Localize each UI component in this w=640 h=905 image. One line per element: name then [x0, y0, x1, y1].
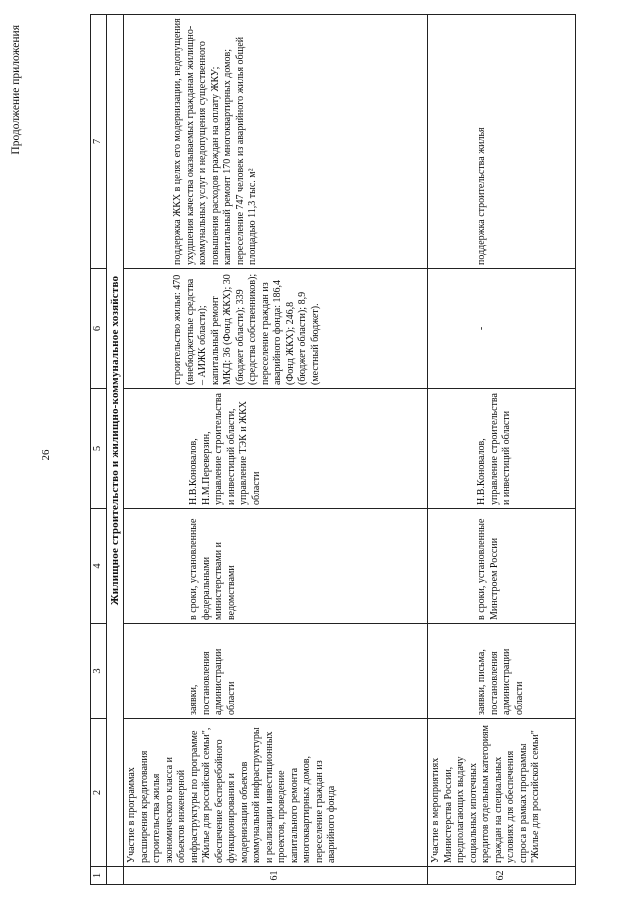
column-header: 2: [91, 719, 107, 867]
section-title: Жилищное строительство и жилищно-коммунальное хозяйство: [106, 15, 124, 867]
table-row: [124, 15, 428, 885]
column-number-row: [91, 15, 107, 885]
measure-cell: Участие в программах расширения кредитования строительства жилья экономического класса и объектов инженерной инфраструктуры по программе "Жилье для российской семьи", обеспечение бесперебойного функционирования и модернизации объектов коммунальной инфраструктуры и реализации инвестиционных проектов, проведение капитального ремонта многоквартирных домов, переселение граждан из аварийного фонда: [124, 719, 428, 867]
row-number: 62: [428, 867, 576, 885]
column-header: 5: [91, 389, 107, 509]
result-cell: поддержка строительства жилья: [428, 15, 576, 269]
section-row: [106, 15, 124, 885]
table-row: [428, 15, 576, 885]
page-number: 26: [40, 449, 52, 461]
column-header: 1: [91, 867, 107, 885]
responsible-cell: Н.В.Коновалов, Н.М.Переверзин, управление строительства и инвестиций области, управление ТЭК и ЖКХ области: [124, 389, 428, 509]
deadline-cell: в сроки, установленные федеральными министерствами и ведомствами: [124, 509, 428, 624]
mechanism-cell: заявки, постановления администрации области: [124, 624, 428, 719]
column-header: 3: [91, 624, 107, 719]
column-header: 6: [91, 269, 107, 389]
column-header: 7: [91, 15, 107, 269]
row-number: 61: [124, 867, 428, 885]
funding-cell: строительство жилья: 470 (внебюджетные средства – АИЖК области); капитальный ремонт МКД: 36 (Фонд ЖКХ); 30 (бюджет области); 339 (средства собственников); переселение граждан из аварийного фонда: 186,4 (Фонд ЖКХ); 246,8 (бюджет области); 8,9 (местный бюджет).: [124, 269, 428, 389]
funding-cell: -: [428, 269, 576, 389]
measure-cell: Участие в мероприятиях Министерства России, предполагающих выдачу социальных ипотечных кредитов отдельным категориям граждан на специальных условиях для обеспечения спроса в рамках программы "Жилье для российской семьи": [428, 719, 576, 867]
deadline-cell: в сроки, установленные Минстроем России: [428, 509, 576, 624]
result-cell: поддержка ЖКХ в целях его модернизации, недопущения ухудшения качества оказываемых гражданам жилищно-коммунальных услуг и недопущения существенного повышения расходов граждан на оплату ЖКУ; капитальный ремонт 170 многоквартирных домов; переселение 747 человек из аварийного жилья общей площадью 11,3 тыс. м²: [124, 15, 428, 269]
continuation-caption: Продолжение приложения: [10, 25, 22, 155]
column-header: 4: [91, 509, 107, 624]
responsible-cell: Н.В.Коновалов, управление строительства и инвестиций области: [428, 389, 576, 509]
appendix-table: [90, 14, 576, 885]
mechanism-cell: заявки, письма, постановления администрации области: [428, 624, 576, 719]
